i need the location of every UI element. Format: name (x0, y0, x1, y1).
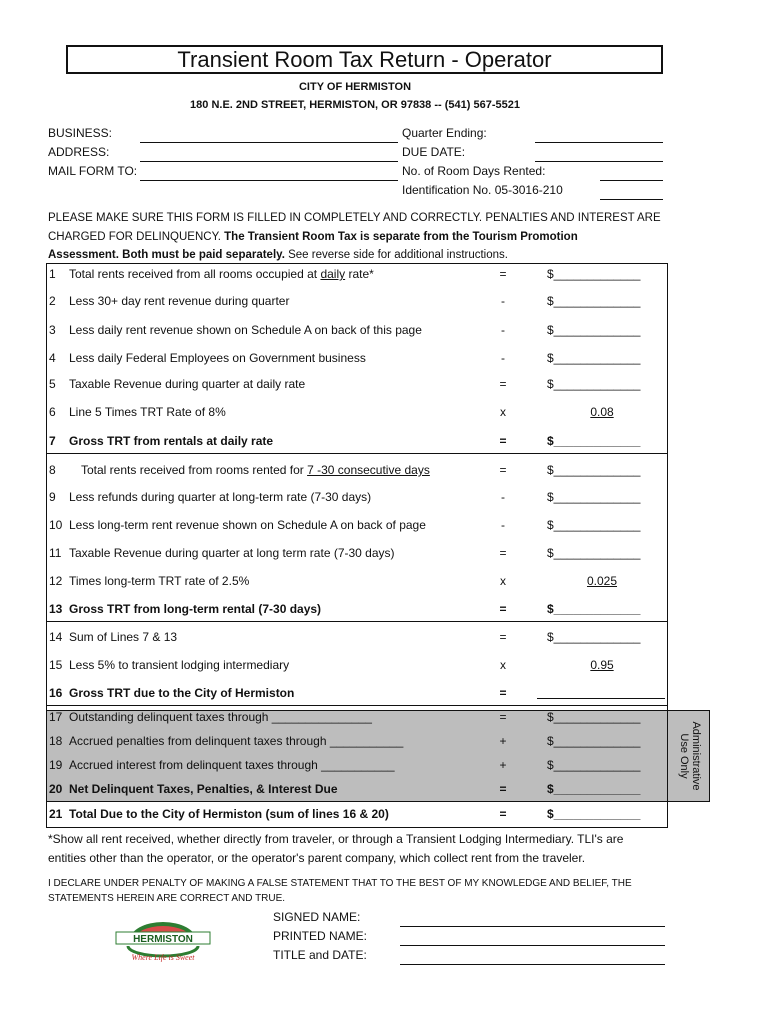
line-amount-field[interactable]: $_____________ (547, 758, 641, 772)
line-operator: x (500, 658, 506, 672)
line-description: Total rents received from all rooms occupied at daily rate* (69, 267, 374, 281)
line-number: 6 (49, 405, 56, 419)
form-line-6 (47, 401, 667, 425)
line-operator: - (501, 351, 505, 365)
line-amount-field[interactable]: $_____________ (547, 710, 641, 724)
line-amount-field[interactable] (537, 698, 665, 699)
line-number: 13 (49, 602, 63, 616)
line-number: 9 (49, 490, 56, 504)
line-description: Accrued interest from delinquent taxes through ___________ (69, 758, 395, 772)
line-description: Less 30+ day rent revenue during quarter (69, 294, 290, 308)
line-amount-field[interactable]: $_____________ (547, 518, 641, 532)
line-description: Less daily Federal Employees on Government business (69, 351, 366, 365)
mail-form-field[interactable] (140, 180, 398, 181)
line-amount-field[interactable]: $_____________ (547, 351, 641, 365)
line-amount-field[interactable]: $_____________ (547, 434, 641, 448)
identification-label: Identification No. 05-3016-210 (402, 183, 563, 197)
line-amount-field[interactable]: $_____________ (547, 463, 641, 477)
form-title: Transient Room Tax Return - Operator (66, 45, 663, 74)
section-divider (47, 621, 667, 622)
line-operator: = (499, 546, 507, 560)
due-date-label: DUE DATE: (402, 145, 466, 159)
line-number: 7 (49, 434, 56, 448)
form-line-11 (47, 542, 667, 566)
form-line-10 (47, 514, 667, 538)
form-line-5 (47, 373, 667, 397)
line-number: 11 (49, 546, 62, 560)
line-operator: - (501, 294, 505, 308)
line-amount-field[interactable]: $_____________ (547, 294, 641, 308)
table-bottom-rule (47, 827, 667, 828)
address-label: ADDRESS: (48, 145, 110, 159)
city-address: 180 N.E. 2ND STREET, HERMISTON, OR 97838 -- (541) 567-5521 (190, 99, 520, 111)
line-amount-field[interactable]: $_____________ (547, 546, 641, 560)
line-operator: - (501, 323, 505, 337)
form-line-21 (47, 803, 667, 827)
line-description: Sum of Lines 7 & 13 (69, 630, 178, 644)
line-number: 16 (49, 686, 63, 700)
notice-line2: CHARGED FOR DELINQUENCY. The Transient Room Tax is separate from the Tourism Promotion (48, 231, 578, 243)
line-number: 2 (49, 294, 56, 308)
line-number: 20 (49, 782, 63, 796)
line-number: 14 (49, 630, 63, 644)
watermelon-logo-icon (108, 918, 218, 964)
line-operator: = (499, 463, 507, 477)
line-amount-field[interactable]: $_____________ (547, 782, 641, 796)
printed-name-field[interactable] (400, 945, 665, 946)
address-field[interactable] (140, 161, 398, 162)
quarter-ending-label: Quarter Ending: (402, 126, 487, 140)
signed-name-label: SIGNED NAME: (273, 910, 361, 924)
line-amount-field[interactable]: $_____________ (547, 267, 641, 281)
line-description: Less long-term rent revenue shown on Schedule A on back of page (69, 518, 426, 532)
line-rate: 0.08 (590, 405, 614, 419)
form-line-12 (47, 570, 667, 594)
declaration-line1: I DECLARE UNDER PENALTY OF MAKING A FALSE STATEMENT THAT TO THE BEST OF MY KNOWLEDGE AND BELIEF, THE (48, 878, 632, 889)
section-divider (47, 801, 667, 802)
form-line-1 (47, 263, 667, 287)
footnote-line2: entities other than the operator, or the operator's parent company, which collect rent from the traveler. (48, 851, 586, 865)
line-number: 19 (49, 758, 63, 772)
line-description: Total Due to the City of Hermiston (sum of lines 16 & 20) (69, 807, 389, 821)
line-description: Gross TRT from rentals at daily rate (69, 434, 274, 448)
line-operator: = (499, 807, 507, 821)
line-number: 10 (49, 518, 63, 532)
line-description: Taxable Revenue during quarter at daily rate (69, 377, 306, 391)
form-line-7 (47, 430, 667, 454)
line-description: Less daily rent revenue shown on Schedule A on back of this page (69, 323, 422, 337)
line-amount-field[interactable]: $_____________ (547, 734, 641, 748)
form-line-20 (47, 778, 667, 802)
line-operator: + (499, 734, 507, 748)
line-operator: = (499, 630, 507, 644)
form-line-14 (47, 626, 667, 650)
line-description: Less 5% to transient lodging intermediary (69, 658, 290, 672)
printed-name-label: PRINTED NAME: (273, 929, 368, 943)
line-number: 12 (49, 574, 63, 588)
line-operator: = (499, 602, 507, 616)
section-divider (47, 453, 667, 454)
due-date-field[interactable] (535, 161, 663, 162)
form-line-8 (47, 459, 667, 483)
form-line-2 (47, 290, 667, 314)
line-number: 21 (49, 807, 63, 821)
signed-name-field[interactable] (400, 926, 665, 927)
line-description: Total rents received from rooms rented for 7 -30 consecutive days (81, 463, 430, 477)
title-date-label: TITLE and DATE: (273, 948, 367, 962)
quarter-ending-field[interactable] (535, 142, 663, 143)
form-line-17 (47, 706, 667, 730)
line-operator: = (499, 434, 507, 448)
title-date-field[interactable] (400, 964, 665, 965)
line-number: 5 (49, 377, 56, 391)
line-description: Gross TRT due to the City of Hermiston (69, 686, 295, 700)
identification-field[interactable] (600, 199, 663, 200)
line-description: Less refunds during quarter at long-term rate (7-30 days) (69, 490, 372, 504)
line-operator: - (501, 490, 505, 504)
footnote-line1: *Show all rent received, whether directly from traveler, or through a Transient Lodging Intermediary. TLI's are (48, 832, 624, 846)
line-operator: = (499, 710, 507, 724)
form-line-19 (47, 754, 667, 778)
notice-line1: PLEASE MAKE SURE THIS FORM IS FILLED IN COMPLETELY AND CORRECTLY. PENALTIES AND INTEREST ARE (48, 212, 661, 224)
mail-form-label: MAIL FORM TO: (48, 164, 138, 178)
line-operator: + (499, 758, 507, 772)
line-operator: - (501, 518, 505, 532)
form-line-16 (47, 682, 667, 706)
declaration-line2: STATEMENTS HEREIN ARE CORRECT AND TRUE. (48, 893, 286, 904)
line-description: Gross TRT from long-term rental (7-30 days) (69, 602, 322, 616)
form-line-13 (47, 598, 667, 622)
line-number: 8 (49, 463, 56, 477)
line-operator: x (500, 405, 506, 419)
form-line-18 (47, 730, 667, 754)
line-operator: = (499, 377, 507, 391)
room-days-field[interactable] (600, 180, 663, 181)
line-rate: 0.95 (590, 658, 614, 672)
line-description: Taxable Revenue during quarter at long term rate (7-30 days) (69, 546, 395, 560)
line-number: 3 (49, 323, 56, 337)
form-line-3 (47, 319, 667, 343)
line-amount-field[interactable]: $_____________ (547, 630, 641, 644)
line-description: Line 5 Times TRT Rate of 8% (69, 405, 226, 419)
svg-text:Where Life is Sweet: Where Life is Sweet (131, 953, 195, 962)
line-number: 18 (49, 734, 63, 748)
line-amount-field[interactable]: $_____________ (547, 602, 641, 616)
line-description: Accrued penalties from delinquent taxes through ___________ (69, 734, 404, 748)
room-days-label: No. of Room Days Rented: (402, 164, 546, 178)
line-number: 1 (49, 267, 56, 281)
line-amount-field[interactable]: $_____________ (547, 323, 641, 337)
line-amount-field[interactable]: $_____________ (547, 490, 641, 504)
business-label: BUSINESS: (48, 126, 113, 140)
form-line-4 (47, 347, 667, 371)
hermiston-logo (108, 918, 218, 964)
form-line-9 (47, 486, 667, 510)
line-description: Net Delinquent Taxes, Penalties, & Interest Due (69, 782, 338, 796)
svg-text:HERMISTON: HERMISTON (133, 934, 193, 945)
form-line-15 (47, 654, 667, 678)
form-table (46, 263, 668, 828)
line-amount-field[interactable]: $_____________ (547, 807, 641, 821)
notice-line3: Assessment. Both must be paid separately. See reverse side for additional instructions. (48, 249, 508, 261)
line-operator: = (499, 782, 507, 796)
line-operator: = (499, 686, 507, 700)
line-operator: = (499, 267, 507, 281)
line-description: Times long-term TRT rate of 2.5% (69, 574, 250, 588)
line-number: 4 (49, 351, 56, 365)
business-field[interactable] (140, 142, 398, 143)
line-number: 15 (49, 658, 63, 672)
line-rate: 0.025 (586, 574, 618, 588)
administrative-label: Administrative Use Only (678, 721, 702, 791)
city-name: CITY OF HERMISTON (298, 81, 412, 93)
line-description: Outstanding delinquent taxes through _______________ (69, 710, 372, 724)
line-operator: x (500, 574, 506, 588)
line-amount-field[interactable]: $_____________ (547, 377, 641, 391)
line-number: 17 (49, 710, 63, 724)
